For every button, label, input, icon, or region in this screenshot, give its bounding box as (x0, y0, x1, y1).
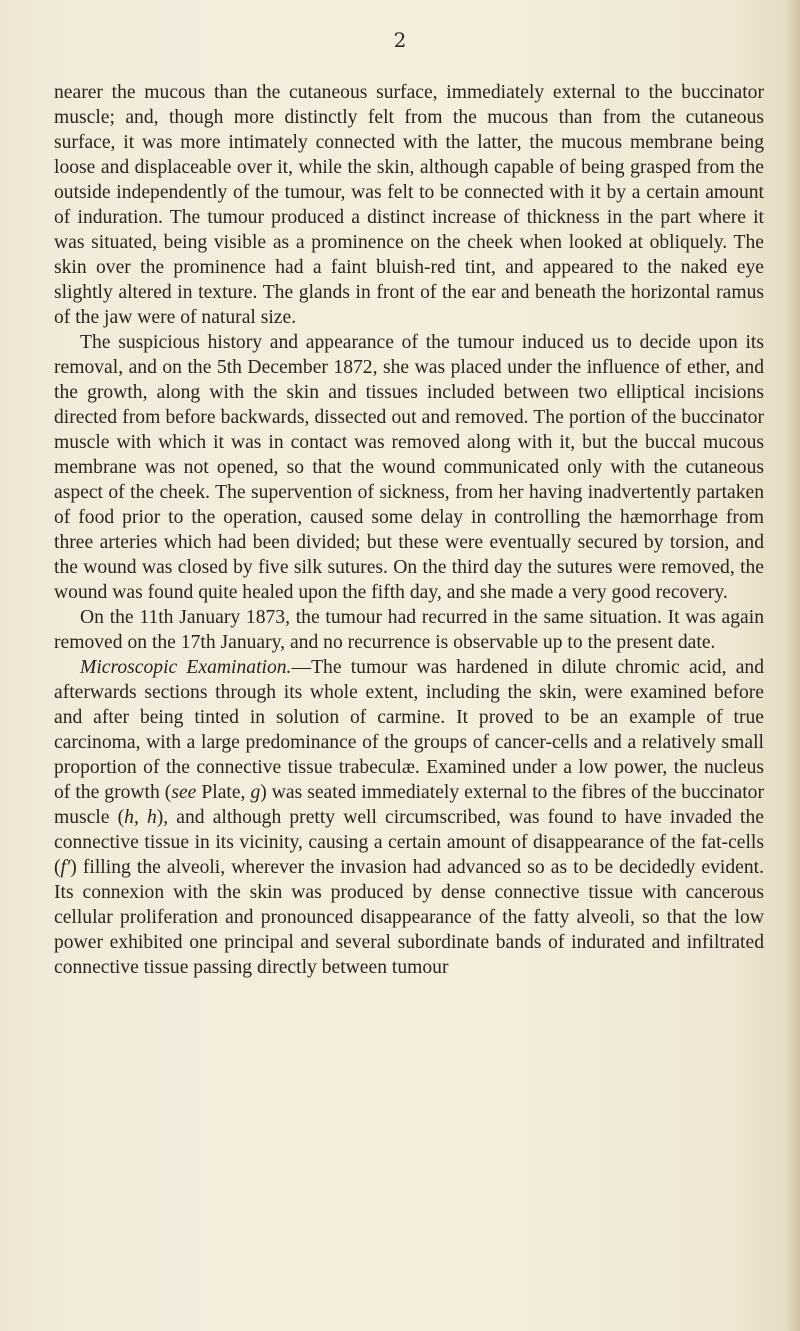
text-segment: , (133, 807, 147, 828)
body-text (54, 80, 764, 980)
page-number: 2 (393, 28, 407, 52)
text-segment: ) filling the alveoli, wherever the invasion had advanced so as to be decidedly evident. Its connexion with the skin was produced by dense connective tissue with cancerous cellular proliferation and pronounced disappearance of the fatty alveoli, so that the low power exhibited one principal and several subordinate bands of indurated and infiltrated connective tissue passing directly between tumour (54, 857, 764, 978)
paragraph-operation: The suspicious history and appearance of the tumour induced us to decide upon its removal, and on the 5th December 1872, she was placed under the influence of ether, and the growth, along with the skin and tissues included between two elliptical incisions directed from before backwards, dissected out and removed. The portion of the buccinator muscle with which it was in contact was removed along with it, but the buccal mucous membrane was not opened, so that the wound communicated only with the cutaneous aspect of the cheek. The supervention of sickness, from her having inadvertently partaken of food prior to the operation, caused some delay in controlling the hæmorrhage from three arteries which had been divided; but these were eventually secured by torsion, and the wound was closed by five silk sutures. On the third day the sutures were removed, the wound was found quite healed upon the fifth day, and she made a very good recovery. (54, 332, 764, 603)
paragraph-tumour-description: nearer the mucous than the cutaneous surface, immediately external to the buccinator muscle; and, though more distinctly felt from the mucous than from the cutaneous surface, it was more intimately connected with the latter, the mucous membrane being loose and displaceable over it, while the skin, although capable of being grasped from the outside independently of the tumour, was felt to be connected with it by a certain amount of induration. The tumour produced a distinct increase of thickness in the part where it was situated, being visible as a prominence on the cheek when looked at obliquely. The skin over the prominence had a faint bluish-red tint, and appeared to the naked eye slightly altered in texture. The glands in front of the ear and beneath the horizontal ramus of the jaw were of natural size. (54, 82, 764, 328)
see-reference: see (171, 782, 197, 803)
figure-ref-g: g (250, 782, 261, 803)
paragraph-recurrence: On the 11th January 1873, the tumour had recurred in the same situation. It was again removed on the 17th January, and no recurrence is observable up to the present date. (54, 607, 764, 653)
text-segment: ), and although pretty well circumscribed, was found to have invaded the connective tissue in its vicinity, causing a certain amount of disappearance of the fat-cells ( (54, 807, 764, 878)
page-edge-shadow (786, 0, 800, 1331)
figure-ref-f: f′ (60, 857, 71, 878)
plate-reference: Plate, (196, 782, 251, 803)
text-segment: —The tumour was hardened in dilute chromic acid, and afterwards sections through its whole extent, including the skin, were examined before and after being tinted in solution of carmine. It proved to be an example of true carcinoma, with a large predominance of the groups of cancer-cells and a relatively small proportion of the connective tissue trabeculæ. Examined under a low power, the nucleus of the growth ( (54, 657, 765, 803)
paragraph-microscopic-examination (54, 655, 764, 980)
figure-ref-h: h (124, 807, 134, 828)
figure-ref-h: h (146, 807, 157, 828)
text-segment: ) was seated immediately external to the fibres of the buccinator muscle ( (54, 782, 764, 828)
section-heading-microscopic: Microscopic Examination. (80, 657, 292, 678)
